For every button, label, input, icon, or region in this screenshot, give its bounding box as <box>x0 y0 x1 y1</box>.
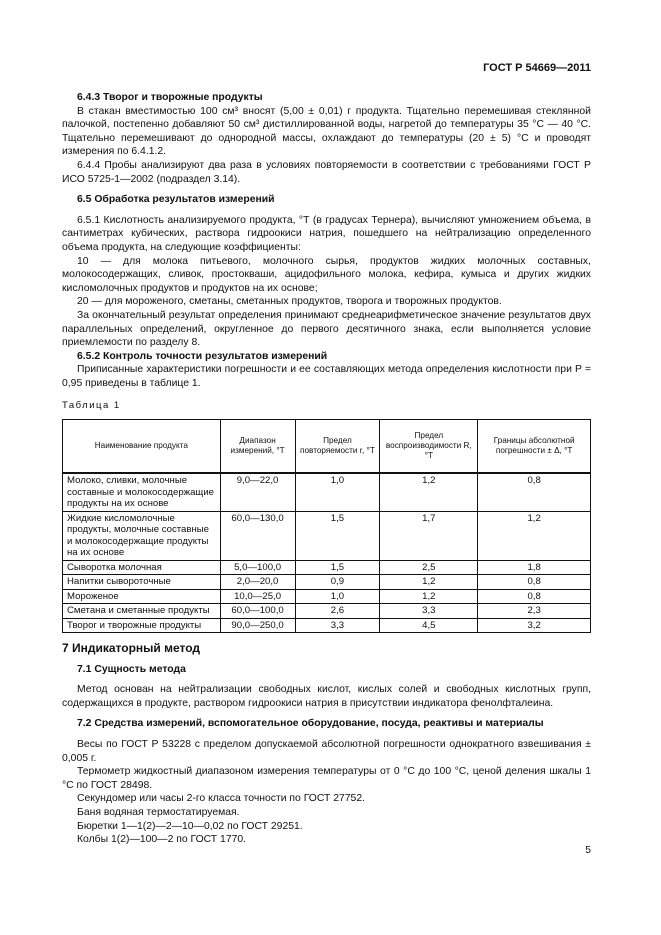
section-6-4-3-paragraph: В стакан вместимостью 100 см³ вносят (5,00 ± 0,01) г продукта. Тщательно перемешивая стеклянной палочкой, постепенно добавляют 50 см³ дистиллированной воды, нагретой до температуры 35 °С — 40 °С. Тщательно перемешивают до однородной массы, охлаждают до температуры (20 ± 5) °С и проводят измерения по 6.4.1.2. <box>62 105 591 158</box>
section-6-4-4-paragraph: 6.4.4 Пробы анализируют два раза в условиях повторяемости в соответствии с требованиями ГОСТ Р ИСО 5725-1—2002 (подраздел 3.14). <box>62 159 591 185</box>
table-row <box>63 575 591 590</box>
cell-range: 10,0—25,0 <box>220 589 295 604</box>
equipment-line: Колбы 1(2)—100—2 по ГОСТ 1770. <box>77 834 247 846</box>
cell-R: 1,7 <box>380 511 478 560</box>
cell-r: 1,0 <box>295 589 380 604</box>
table-row <box>63 618 591 633</box>
cell-product: Творог и творожные продукты <box>63 618 221 633</box>
page-number: 5 <box>585 845 591 856</box>
table-row <box>63 589 591 604</box>
page-content <box>62 91 591 847</box>
equipment-line: Бюретки 1—1(2)—2—10—0,02 по ГОСТ 29251. <box>77 820 303 832</box>
cell-product: Молоко, сливки, молочные составные и молокосодержащие продукты на их основе <box>63 473 221 511</box>
cell-delta: 1,8 <box>478 560 591 575</box>
cell-R: 2,5 <box>380 560 478 575</box>
section-7-1-title: 7.1 Сущность метода <box>77 663 186 675</box>
cell-delta: 0,8 <box>478 575 591 590</box>
cell-range: 60,0—130,0 <box>220 511 295 560</box>
cell-R: 4,5 <box>380 618 478 633</box>
coefficient-10-paragraph: 10 — для молока питьевого, молочного сырья, продуктов жидких молочных составных, молокосодержащих, сливок, простокваши, ацидофильного молока, кефира, кумыса и других жидких кисломолочных продуктов и продуктов на их основе; <box>62 255 591 294</box>
section-6-5-title: 6.5 Обработка результатов измерений <box>77 194 275 206</box>
cell-delta: 0,8 <box>478 589 591 604</box>
equipment-line: Термометр жидкостный диапазоном измерения температуры от 0 °С до 100 °С, ценой деления шкалы 1 °С по ГОСТ 28498. <box>62 766 591 791</box>
cell-r: 1,0 <box>295 473 380 511</box>
cell-range: 5,0—100,0 <box>220 560 295 575</box>
table-row <box>63 511 591 560</box>
cell-range: 60,0—100,0 <box>220 604 295 619</box>
section-7-1-paragraph: Метод основан на нейтрализации свободных кислот, кислых солей и свободных кислотных групп, содержащихся в продукте, раствором гидроокиси натрия в присутствии индикатора фенолфталеина. <box>62 684 591 709</box>
cell-range: 90,0—250,0 <box>220 618 295 633</box>
cell-R: 1,2 <box>380 575 478 590</box>
header-product: Наименование продукта <box>63 420 221 474</box>
cell-range: 9,0—22,0 <box>220 473 295 511</box>
header-error-bounds: Границы абсолютной погрешности ± Δ, °Т <box>478 420 591 474</box>
section-7-2-title: 7.2 Средства измерений, вспомогательное оборудование, посуда, реактивы и материалы <box>77 718 544 730</box>
cell-r: 3,3 <box>295 618 380 633</box>
cell-r: 1,5 <box>295 560 380 575</box>
section-6-5-2-paragraph: Приписанные характеристики погрешности и ее составляющих метода определения кислотности при P = 0,95 приведены в таблице 1. <box>62 364 591 389</box>
cell-delta: 3,2 <box>478 618 591 633</box>
table-row <box>63 473 591 511</box>
table-header-row <box>63 420 591 474</box>
section-6-4-3-title: 6.4.3 Творог и творожные продукты <box>77 92 263 103</box>
table-caption: Таблица 1 <box>62 400 121 412</box>
equipment-line: Весы по ГОСТ Р 53228 с пределом допускаемой абсолютной погрешности однократного взвешивания ± 0,005 г. <box>62 739 591 764</box>
cell-r: 0,9 <box>295 575 380 590</box>
cell-R: 3,3 <box>380 604 478 619</box>
cell-product: Напитки сывороточные <box>63 575 221 590</box>
cell-r: 1,5 <box>295 511 380 560</box>
header-repeatability: Предел повторяемости r, °Т <box>295 420 380 474</box>
equipment-line: Секундомер или часы 2-го класса точности по ГОСТ 27752. <box>77 793 365 805</box>
section-6-5-1-paragraph: 6.5.1 Кислотность анализируемого продукта, °Т (в градусах Тернера), вычисляют умножением объема, в сантиметрах кубических, раствора гидроокиси натрия, пошедшего на нейтрализацию определенного объема продукта, на следующие коэффициенты: <box>62 214 591 253</box>
cell-delta: 0,8 <box>478 473 591 511</box>
accuracy-table <box>62 419 591 633</box>
table-row <box>63 560 591 575</box>
section-7-title: 7 Индикаторный метод <box>62 641 201 656</box>
table-row <box>63 604 591 619</box>
final-result-paragraph: За окончательный результат определения принимают среднеарифметическое значение результатов двух параллельных определений, округленное до первого десятичного знака, если выполняется условие приемлемости по разделу 8. <box>62 309 591 349</box>
cell-r: 2,6 <box>295 604 380 619</box>
section-6-5-2-title: 6.5.2 Контроль точности результатов измерений <box>77 350 328 362</box>
document-code: ГОСТ Р 54669—2011 <box>483 62 591 74</box>
cell-product: Сметана и сметанные продукты <box>63 604 221 619</box>
cell-product: Сыворотка молочная <box>63 560 221 575</box>
cell-R: 1,2 <box>380 473 478 511</box>
cell-delta: 2,3 <box>478 604 591 619</box>
cell-range: 2,0—20,0 <box>220 575 295 590</box>
header-reproducibility: Предел воспроизводимости R, °Т <box>380 420 478 474</box>
cell-product: Мороженое <box>63 589 221 604</box>
header-range: Диапазон измерений, °Т <box>220 420 295 474</box>
cell-delta: 1,2 <box>478 511 591 560</box>
coefficient-20-paragraph: 20 — для мороженого, сметаны, сметанных продуктов, творога и творожных продуктов. <box>77 296 502 308</box>
equipment-line: Баня водяная термостатируемая. <box>77 807 240 818</box>
cell-R: 1,2 <box>380 589 478 604</box>
cell-product: Жидкие кисломолочные продукты, молочные составные и молокосодержащие продукты на их основе <box>63 511 221 560</box>
